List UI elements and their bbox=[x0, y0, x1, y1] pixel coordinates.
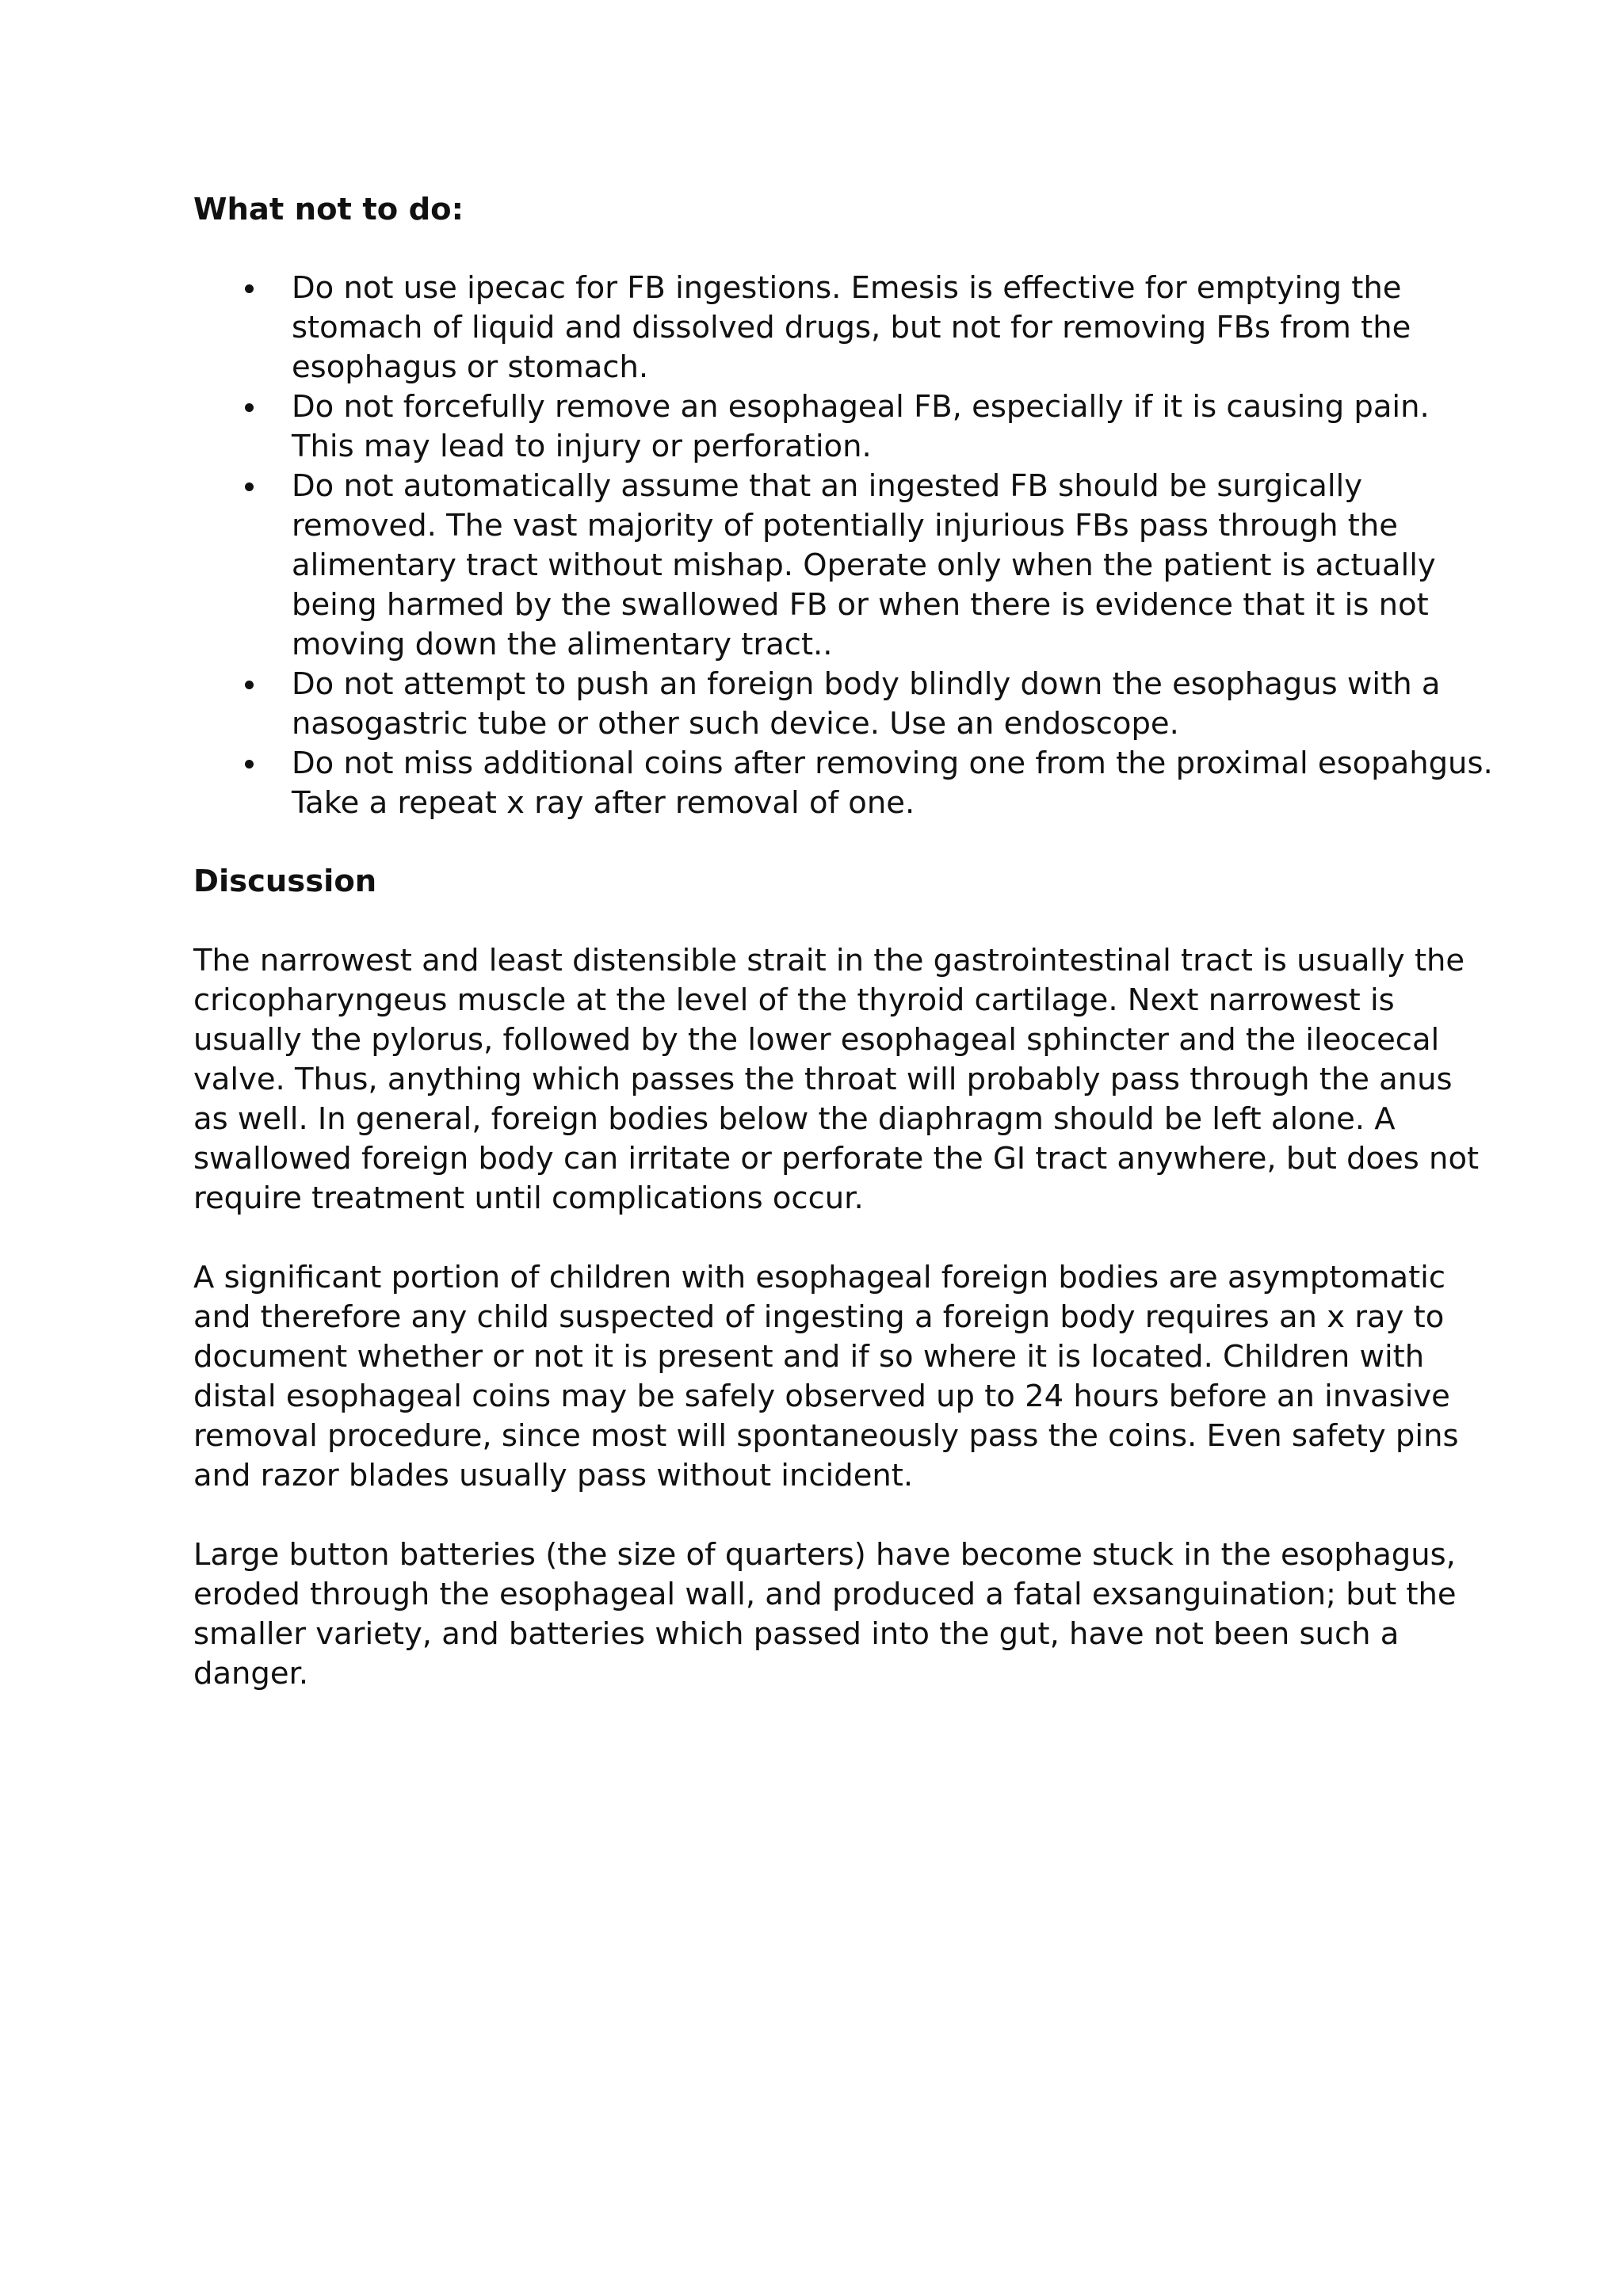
list-item bbox=[193, 467, 1493, 665]
bullet-icon bbox=[245, 760, 254, 769]
list-item-text: Do not miss additional coins after removing one from the proximal esopahgus. Take a repeat x ray after removal of one. bbox=[292, 746, 1493, 821]
discussion-heading: Discussion bbox=[193, 864, 377, 899]
bullet-icon bbox=[245, 284, 254, 293]
bullet-icon bbox=[245, 482, 254, 491]
list-item bbox=[193, 269, 1493, 387]
list-item bbox=[193, 387, 1493, 467]
list-item-text: Do not automatically assume that an ingested FB should be surgically removed. The vast majority of potentially injurious FBs pass through the alimentary tract without mishap. Operate only when the patient is actually being harmed by the swallowed FB or when there is evidence that it is not moving down the alimentary tract.. bbox=[292, 468, 1436, 662]
list-item-text: Do not attempt to push an foreign body blindly down the esophagus with a nasogastric tube or other such device. Use an endoscope. bbox=[292, 666, 1441, 742]
list-item-text: Do not use ipecac for FB ingestions. Emesis is effective for emptying the stomach of liquid and dissolved drugs, but not for removing FBs from the esophagus or stomach. bbox=[292, 270, 1411, 385]
bullet-icon bbox=[245, 403, 254, 412]
list-item bbox=[193, 665, 1493, 744]
discussion-paragraph: A significant portion of children with esophageal foreign bodies are asymptomatic and therefore any child suspected of ingesting a foreign body requires an x ray to document whether or not it is present and if so where it is located. Children with distal esophageal coins may be safely observed up to 24 hours before an invasive removal procedure, since most will spontaneously pass the coins. Even safety pins and razor blades usually pass without incident. bbox=[193, 1260, 1459, 1493]
bullet-icon bbox=[245, 681, 254, 689]
discussion-paragraph: The narrowest and least distensible strait in the gastrointestinal tract is usually the cricopharyngeus muscle at the level of the thyroid cartilage. Next narrowest is usually the pylorus, followed by the lower esophageal sphincter and the ileocecal valve. Thus, anything which passes the throat will probably pass through the anus as well. In general, foreign bodies below the diaphragm should be left alone. A swallowed foreign body can irritate or perforate the GI tract anywhere, but does not require treatment until complications occur. bbox=[193, 943, 1480, 1216]
list-item-text: Do not forcefully remove an esophageal FB, especially if it is causing pain. This may lead to injury or perforation. bbox=[292, 389, 1430, 464]
what-not-to-do-list bbox=[193, 269, 1493, 823]
list-item bbox=[193, 744, 1493, 823]
discussion-paragraph: Large button batteries (the size of quarters) have become stuck in the esophagus, eroded through the esophageal wall, and produced a fatal exsanguination; but the smaller variety, and batteries which passed into the gut, have not been such a danger. bbox=[193, 1537, 1457, 1691]
document-body bbox=[193, 190, 1493, 1694]
what-not-to-do-heading: What not to do: bbox=[193, 192, 464, 227]
